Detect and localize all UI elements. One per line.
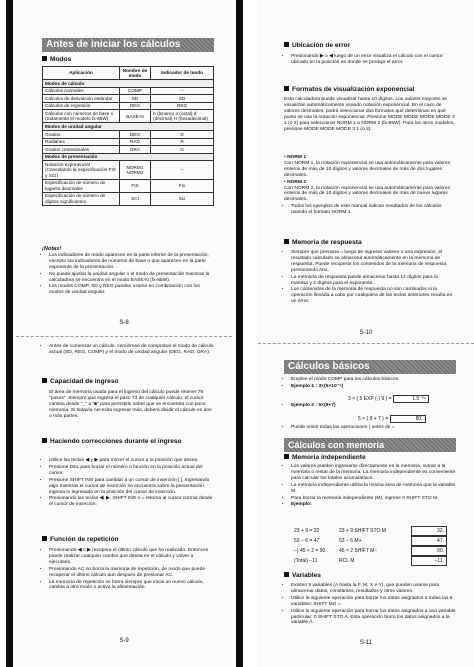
bullet-square-icon — [42, 56, 47, 61]
list-item: • La memoria de respuesta puede almacenar hasta 12 dígitos para la mantisa y 2 dígitos para el exponente. — [291, 275, 456, 287]
paragraph: Esta calculadora puede visualizar hasta 10 dígitos. Los valores mayores se visualizan automáticamente usando notación exponencial. En el caso de valores decimales, podrá seleccionar dos formatos que determinan en qué punto se usa la notación exponencial. Presione MODE MODE MODE MODE 3 1 (o 2) para seleccionar NORM 1 o NORM 2 (fx-85W). Para los otros modelos, presione MODE MODE MODE 3 1 (o 2). — [284, 97, 455, 132]
list-item: • Presionando AC no borra la memoria de repetición, de modo que puede recuperar el último cálculo aun después de presionar AC. — [49, 567, 214, 579]
table-row: Cálculos con números de base n (Solamente el modelo fx-85W) BASE-N b (binario) o (octal) d (decimal) H (hexadecimal) — [43, 110, 214, 123]
notes-block — [42, 247, 214, 297]
list-item: • Presione DEL para borrar el número o función en la posición actual del cursor. — [49, 465, 214, 477]
list-item: • Antes de comenzar un cálculo, cerciórese de comprobar el modo de cálculo actual (SD, REG, COMP) y el modo de unidad angular (DEG, RAD, GRA). — [49, 344, 214, 356]
list-item: • Presionando ◀ o ▶ recupera el último cálculo que ha realizado. Entonces puede realizar cualquier cambio que desea en el cálculo y volver a ejecutarlo. — [49, 548, 214, 566]
section-heading: Memoria de respuesta — [284, 239, 362, 247]
error-location-block — [284, 54, 456, 67]
table-row: Especificación de número de dígitos significantes SCI Sci — [43, 192, 214, 205]
answer-memory-list — [284, 250, 456, 306]
list-item: • Utilice las teclas ◀ y ▶ para mover el cursor a la posición que desea. — [49, 458, 214, 464]
page-sheet-left — [16, 0, 232, 667]
table-section-title: Modos de unidad angular — [43, 123, 214, 131]
memory-example-row: 23 + 9 = 32 23 + 9 SHIFT STO M 32. — [294, 526, 459, 536]
list-item: • Ejemplo: — [291, 502, 456, 508]
bullet-square-icon — [42, 438, 47, 443]
section-banner: Cálculos con memoria — [284, 438, 456, 452]
paragraph: Con NORM 1, la notación exponencial se usa automáticamente para valores enteros de más de 10 dígitos y valores decimales de más de dos lugares decimales. — [284, 160, 451, 178]
independent-memory-list — [284, 464, 456, 509]
bullet-square-icon — [284, 42, 289, 47]
section-heading: Variables — [284, 572, 321, 580]
bullet-square-icon — [284, 572, 289, 577]
norm2-title: • NORM 2 — [284, 179, 307, 185]
list-item: • Todos los ejemplos de este manual indican resultados de los cálculos usando el formato NORM 1. — [291, 204, 456, 216]
variables-list — [284, 583, 456, 627]
list-item: • Puede omitir todas las operaciones ) antes de = — [291, 425, 456, 431]
memory-example — [294, 526, 459, 566]
omit-note — [284, 425, 456, 432]
list-item: • Los modos COMP, SD y REG pueden usarse en combinación con los modos de unidad angular. — [49, 284, 214, 296]
basic-calc-list — [284, 377, 456, 391]
memory-example-row: −) 45 × 2 = 90 45 × 2 SHIFT M− 90. — [294, 546, 459, 556]
display-result: 1.5⁻⁰⁸ — [393, 395, 429, 403]
table-header-row — [43, 67, 214, 80]
section-heading: Memoria independiente — [284, 454, 366, 462]
column-header: Aplicación — [43, 67, 120, 80]
page-number: S-8 — [119, 320, 129, 326]
list-item: • Utilice la siguiente operación para borrar los datos asignados a una variable particular: 0 SHIFT STO A. Esta operación borra los datos asignados a la variable A. — [291, 609, 456, 627]
paragraph: Con NORM 2, la notación exponencial se usa automáticamente para valores enteros de más de 10 dígitos y valores decimales de más de nueve lugares decimales. — [284, 185, 451, 203]
section-heading: Función de repetición — [42, 536, 119, 544]
modes-table — [42, 66, 214, 206]
memory-example-row: (Total) −11 RCL M −11. — [294, 556, 459, 566]
list-item: • Los contenidos de la memoria de respuesta no son cambiados si la operación llevada a cabo por cualquiera de las teclas anteriores resulta en un error. — [291, 287, 456, 305]
list-item: • No puede ajustar la unidad angular o el modo de presentación mientras la calculadora se encuentra en el modo BASE-N (fx-85W). — [49, 272, 214, 284]
norm-block — [284, 155, 456, 217]
list-item: • Ejemplo 1 : 3×(5×10⁻⁹) — [291, 384, 456, 390]
table-row: Grados centesimales GRA G — [43, 146, 214, 154]
bullet-square-icon — [284, 86, 289, 91]
section-banner: Antes de iniciar los cálculos — [42, 38, 214, 52]
display-result: 80. — [390, 415, 426, 423]
example-2-line — [358, 415, 426, 423]
page-number: S-9 — [119, 638, 129, 644]
table-row: Grados DEG D — [43, 130, 214, 138]
norm1-title: • NORM 1 — [284, 155, 307, 160]
bullet-square-icon — [42, 378, 47, 383]
table-section-title: Modos de cálculo — [43, 80, 214, 88]
list-item: • Existen 9 variables (A hasta la F, M, X e Y), que pueden usarse para almacenar datos, constantes, resultados y otros valores. — [291, 583, 456, 595]
section-heading: Ubicación de error — [284, 42, 350, 50]
section-heading: Formatos de visualización exponencial — [284, 86, 414, 94]
list-item: • La memoria de repetición se borra siempre que inicia un nuevo cálculo, cambia a otro modo o activa la alimentación. — [49, 580, 214, 592]
memory-example-row: 53 − 6 = 47 53 − 6 M+ 47. — [294, 536, 459, 546]
list-item: • Emplee el modo COMP para los cálculos básicos. — [291, 377, 456, 383]
list-item: • Presionando ▶ o ◀ luego de un error visualiza el cálculo con el cursor ubicado en la posición en donde se produjo el error. — [291, 54, 456, 66]
table-section-title: Modos de presentación — [43, 153, 214, 161]
section-heading: Modos — [42, 56, 71, 64]
notes-title: ¡Notas! — [42, 246, 62, 252]
bullet-square-icon — [42, 536, 47, 541]
table-row: Cálculos normales COMP – — [43, 87, 214, 95]
fold-line — [258, 343, 474, 344]
list-item: • Los indicadores de modo aparecen en la parte inferior de la presentación, excepto los indicadores de números de base n que aparecen en la parte exponente de la presentación. — [49, 253, 214, 271]
key-sequence: 3 × ( 5 EXP (-) 9 ) = — [348, 396, 392, 402]
table-row: Cálculos de desviación estándar SD SD — [43, 95, 214, 103]
example-2-label — [284, 403, 456, 410]
list-item: • Presionando las teclas ◀, ▶, SHIFT INS o = retorna al cursor normal desde el cursor de inserción. — [49, 496, 214, 508]
section-banner: Cálculos básicos — [284, 360, 456, 374]
black-edge-middle — [236, 0, 243, 667]
replay-list — [42, 548, 214, 592]
corrections-list — [42, 458, 214, 509]
bullet-square-icon — [284, 454, 289, 459]
paragraph: El área de memoria usada para el ingreso del cálculo puede retener 79 "pasos". Siempre que ingresa el paso 73 de cualquier cálculo, el cursor cambia desde "_" a "■" para permitirle saber que se encuentra con poca memoria. Si todavía necesita ingresar más, deberá dividir el cálculo en dos o más partes. — [49, 390, 212, 419]
intro-block — [42, 344, 214, 357]
page-number: S-10 — [359, 330, 373, 336]
table-row: Especificación de número de lugares decimales FIX Fix — [43, 179, 214, 192]
table-row: Notación exponencial (Cancelando la especificación FIX y SCI) NORM1 NORM2 – — [43, 161, 214, 179]
page-number: S-11 — [359, 640, 373, 646]
column-header: Indicador de modo — [151, 67, 214, 80]
section-heading: Capacidad de ingreso — [42, 378, 119, 386]
list-item: • Ejemplo 2 : 5×(9+7) — [291, 403, 456, 409]
list-item: • Presione SHIFT INS para cambiar a un cursor de inserción [ ]. Ingresando algo mientras el cursor de inserción se encuentra sobre la presentación ingresa lo ingresado en la posición del cursor de inserción. — [49, 478, 214, 496]
list-item: • Utilice la siguiente operación para borrar los datos asignados a todas las 9 variables: SHIFT Mcl =. — [291, 596, 456, 608]
column-header: Nombre de modo — [119, 67, 150, 80]
list-item: • Para borrar la memoria independiente (M), ingrese 0 SHIFT STO M. — [291, 496, 456, 502]
table-row: Cálculos de regresión REG REG — [43, 102, 214, 110]
list-item: • Siempre que presiona = luego de ingresar valores o una expresión, el resultado calculado se almacena automáticamente en la memoria de respuesta. Puede recuperar los contenidos de la memoria de respuesta presionando Ans. — [291, 250, 456, 274]
list-item: • Los valores pueden ingresarse directamente en la memoria, sumar a la memoria o restar de la memoria. La memoria independiente es conveniente para calcular los totales acumulativos. — [291, 464, 456, 482]
list-item: • La memoria independiente utiliza la misma área de memoria que la variable M. — [291, 483, 456, 495]
example-1-line — [348, 395, 429, 403]
key-sequence: 5 × ( 9 + 7 ) = — [358, 416, 389, 422]
section-heading: Haciendo correcciones durante el ingreso — [42, 438, 214, 446]
fold-line — [16, 336, 232, 337]
page-sheet-right — [258, 0, 474, 667]
table-row: Radianes RAD R — [43, 138, 214, 146]
bullet-square-icon — [284, 239, 289, 244]
black-edge-left — [6, 0, 13, 667]
